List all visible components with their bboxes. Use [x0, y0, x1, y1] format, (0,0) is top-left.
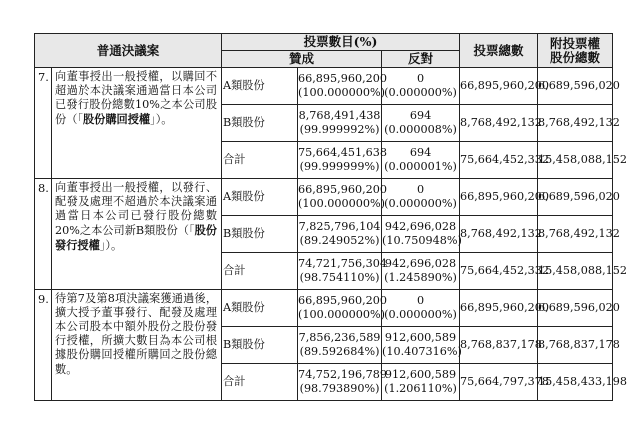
total-votes: 8,768,492,132 — [460, 216, 538, 253]
resolution-text — [52, 68, 222, 179]
votes-for-pct: (89.249052%) — [299, 234, 380, 247]
total-votes: 75,664,452,332 — [460, 253, 538, 290]
votes-against-pct: (1.206110%) — [384, 382, 457, 395]
resolution-number: 9. — [35, 290, 52, 401]
votes-against-pct: (0.000008%) — [384, 123, 457, 136]
votes-for-pct: (99.999992%) — [299, 123, 380, 136]
votes-for-count: 66,895,960,200 — [298, 183, 387, 196]
votes-for — [298, 290, 387, 327]
header-total-votes: 投票總數 — [460, 34, 538, 68]
votes-for-count: 7,856,236,589 — [298, 331, 381, 344]
resolution-text-post: 」）。 — [99, 239, 123, 252]
header-attached-rights-line1: 附投票權 — [550, 35, 601, 51]
votes-for-count: 74,752,196,789 — [298, 368, 387, 381]
votes-for — [298, 142, 387, 179]
votes-against-count: 694 — [409, 146, 432, 159]
votes-against — [382, 253, 460, 290]
attached-rights: 6,689,596,020 — [538, 68, 613, 105]
votes-against-pct: (10.407316%) — [382, 345, 462, 358]
resolution-text — [52, 179, 222, 290]
votes-against-pct: (1.245890%) — [384, 271, 457, 284]
share-class-total: 合計 — [222, 364, 298, 401]
votes-against-pct: (10.750948%) — [382, 234, 462, 247]
share-class: A類股份 — [222, 290, 298, 327]
resolution-number: 7. — [35, 68, 52, 179]
votes-against-count: 942,696,028 — [384, 257, 457, 270]
votes-against — [382, 179, 460, 216]
votes-for-count: 74,721,756,304 — [298, 257, 387, 270]
votes-for — [298, 179, 387, 216]
votes-against-pct: (0.000000%) — [384, 86, 457, 99]
votes-against-pct: (0.000000%) — [384, 197, 457, 210]
votes-against-count: 694 — [409, 109, 432, 122]
attached-rights: 8,768,492,132 — [538, 216, 613, 253]
table-row — [35, 68, 613, 105]
total-votes: 75,664,452,332 — [460, 142, 538, 179]
share-class: B類股份 — [222, 216, 298, 253]
votes-for-pct: (100.000000%) — [298, 308, 385, 321]
resolution-text-post: 」）。 — [150, 113, 173, 126]
share-class-total: 合計 — [222, 253, 298, 290]
resolution-text-bold: 股份購回授權 — [82, 112, 151, 126]
votes-against — [382, 105, 460, 142]
header-resolution: 普通決議案 — [35, 34, 222, 68]
votes-for-pct: (89.592684%) — [299, 345, 380, 358]
attached-rights: 8,768,837,178 — [538, 327, 613, 364]
votes-for — [298, 216, 382, 253]
share-class: A類股份 — [222, 68, 298, 105]
table-row — [35, 290, 613, 327]
share-class-total: 合計 — [222, 142, 298, 179]
total-votes: 66,895,960,200 — [460, 68, 538, 105]
header-row — [35, 34, 613, 51]
votes-for-count: 75,664,451,638 — [298, 146, 387, 159]
attached-rights: 15,458,433,198 — [538, 364, 613, 401]
votes-for — [298, 68, 387, 105]
header-attached-rights-line2: 股份總數 — [550, 49, 601, 65]
votes-for — [298, 364, 387, 401]
votes-for-count: 7,825,796,104 — [298, 220, 381, 233]
votes-for-count: 8,768,491,438 — [298, 109, 381, 122]
total-votes: 66,895,960,200 — [460, 290, 538, 327]
header-for: 贊成 — [222, 51, 382, 68]
votes-for-count: 66,895,960,200 — [298, 294, 387, 307]
votes-against-count: 0 — [416, 72, 425, 85]
votes-against-count: 0 — [416, 294, 425, 307]
votes-for-pct: (98.754110%) — [299, 271, 380, 284]
total-votes: 8,768,492,132 — [460, 105, 538, 142]
header-against: 反對 — [382, 51, 460, 68]
votes-against — [382, 290, 460, 327]
votes-against-pct: (0.000000%) — [384, 308, 457, 321]
attached-rights: 6,689,596,020 — [538, 290, 613, 327]
votes-against — [382, 364, 460, 401]
attached-rights: 8,768,492,132 — [538, 105, 613, 142]
resolution-text-bold: 股份發行授權 — [55, 223, 217, 252]
resolution-text-pre: 向董事授出一般授權，以購回不超過於本決議案通過當日本公司已發行股份總數10%之本公司股份（「 — [55, 70, 218, 126]
voting-results-table — [34, 33, 627, 401]
votes-against-count: 912,600,589 — [384, 331, 457, 344]
votes-against — [382, 327, 460, 364]
votes-for-pct: (100.000000%) — [298, 86, 385, 99]
votes-for-pct: (99.999999%) — [299, 160, 380, 173]
votes-against-count: 912,600,589 — [384, 368, 457, 381]
votes-against — [382, 68, 460, 105]
votes-for-pct: (98.793890%) — [299, 382, 380, 395]
votes-for — [298, 327, 382, 364]
votes-against-count: 0 — [416, 183, 425, 196]
share-class: B類股份 — [222, 105, 298, 142]
resolution-text-pre: 向董事授出一般授權，以發行、配發及處理不超過於本決議案通過當日本公司已發行股份總數20%之本公司新B類股份（「 — [55, 181, 218, 237]
header-attached-rights — [538, 34, 613, 68]
table-row — [35, 179, 613, 216]
votes-for — [298, 253, 387, 290]
total-votes: 75,664,797,378 — [460, 364, 538, 401]
votes-for-count: 66,895,960,200 — [298, 72, 387, 85]
votes-against-pct: (0.000001%) — [384, 160, 457, 173]
attached-rights: 15,458,088,152 — [538, 253, 613, 290]
total-votes: 66,895,960,200 — [460, 179, 538, 216]
votes-for-pct: (100.000000%) — [298, 197, 385, 210]
attached-rights: 6,689,596,020 — [538, 179, 613, 216]
votes-for — [298, 105, 382, 142]
resolution-text-pre: 待第7及第8項決議案獲通過後，擴大授予董事發行、配發及處理本公司股本中額外股份之股份發行授權，所擴大數目為本公司根據股份購回授權所購回之股份總數。 — [55, 292, 218, 376]
header-votes: 投票數目(%) — [222, 34, 460, 51]
votes-against — [382, 216, 460, 253]
votes-against — [382, 142, 460, 179]
share-class: B類股份 — [222, 327, 298, 364]
attached-rights: 15,458,088,152 — [538, 142, 613, 179]
total-votes: 8,768,837,178 — [460, 327, 538, 364]
votes-against-count: 942,696,028 — [384, 220, 457, 233]
share-class: A類股份 — [222, 179, 298, 216]
resolution-number: 8. — [35, 179, 52, 290]
resolution-text — [52, 290, 222, 401]
